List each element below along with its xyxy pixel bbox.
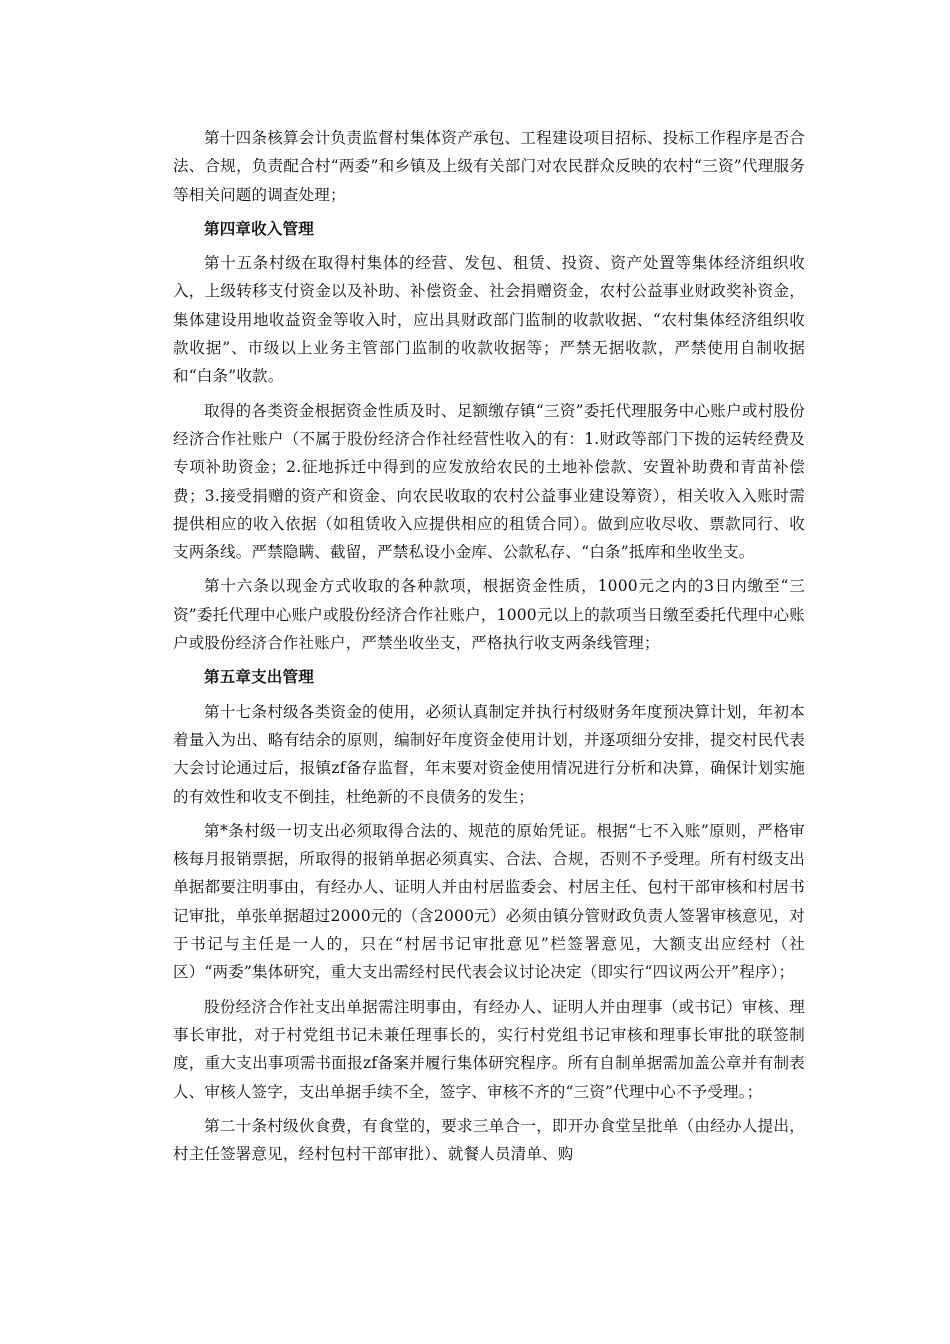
article-17: 第十七条村级各类资金的使用，必须认真制定并执行村级财务年度预决算计划，年初本着量入为出、略有结余的原则，编制好年度资金使用计划，并逐项细分安排，提交村民代表大会讨论通过后，报镇zf备存监督，年末要对资金使用情况进行分析和决算，确保计划实施的有效性和收支不倒挂，杜绝新的不良债务的发生；	[173, 702, 805, 806]
article-18: 第*条村级一切支出必须取得合法的、规范的原始凭证。根据“七不入账”原则，严格审核每月报销票据，所取得的报销单据必须真实、合法、合规，否则不予受理。所有村级支出单据都要注明事由，有经办人、证明人并由村居监委会、村居主任、包村干部审核和村居书记审批，单张单据超过2000元的（含2000元）必须由镇分管财政负责人签署审核意见，对于书记与主任是一人的，只在“村居书记审批意见”栏签署意见，大额支出应经村（社区）“两委”集体研究，重大支出需经村民代表会议讨论决定（即实行“四议两公开”程序）；	[173, 821, 805, 982]
document-body	[173, 124, 805, 1174]
article-15: 第十五条村级在取得村集体的经营、发包、租赁、投资、资产处置等集体经济组织收入，上级转移支付资金以及补助、补偿资金、社会捐赠资金，农村公益事业财政奖补资金，集体建设用地收益资金等收入时，应出具财政部门监制的收款收据、“农村集体经济组织收款收据”、市级以上业务主管部门监制的收款收据等；严禁无据收款，严禁使用自制收据和“白条”收款。	[173, 254, 805, 386]
article-18-cooperative: 股份经济合作社支出单据需注明事由，有经办人、证明人并由理事（或书记）审核、理事长审批，对于村党组书记未兼任理事长的，实行村党组书记审核和理事长审批的联签制度，重大支出事项需书面报zf备案并履行集体研究程序。所有自制单据需加盖公章并有制表人、审核人签字，支出单据手续不全，签字、审核不齐的“三资”代理中心不予受理。；	[173, 997, 805, 1101]
article-20: 第二十条村级伙食费，有食堂的，要求三单合一，即开办食堂呈批单（由经办人提出，村主任签署意见，经村包村干部审批）、就餐人员清单、购	[173, 1116, 805, 1164]
chapter-5-heading: 第五章支出管理	[204, 668, 314, 687]
article-14: 第十四条核算会计负责监督村集体资产承包、工程建设项目招标、投标工作程序是否合法、合规，负责配合村“两委”和乡镇及上级有关部门对农民群众反映的农村“三资”代理服务等相关问题的调查处理；	[173, 129, 805, 204]
chapter-4-heading: 第四章收入管理	[204, 219, 314, 238]
article-15-continuation: 取得的各类资金根据资金性质及时、足额缴存镇“三资”委托代理服务中心账户或村股份经济合作社账户（不属于股份经济合作社经营性收入的有：1.财政等部门下拨的运转经费及专项补助资金；2.征地拆迁中得到的应发放给农民的土地补偿款、安置补助费和青苗补偿费；3.接受捐赠的资产和资金、向农民收取的农村公益事业建设筹资），相关收入入账时需提供相应的收入依据（如租赁收入应提供相应的租赁合同）。做到应收尽收、票款同行、收支两条线。严禁隐瞒、截留，严禁私设小金库、公款私存、“白条”抵库和坐收坐支。	[173, 401, 805, 562]
article-16: 第十六条以现金方式收取的各种款项，根据资金性质，1000元之内的3日内缴至“三资”委托代理中心账户或股份经济合作社账户，1000元以上的款项当日缴至委托代理中心账户或股份经济合作社账户，严禁坐收坐支，严格执行收支两条线管理；	[173, 577, 805, 653]
